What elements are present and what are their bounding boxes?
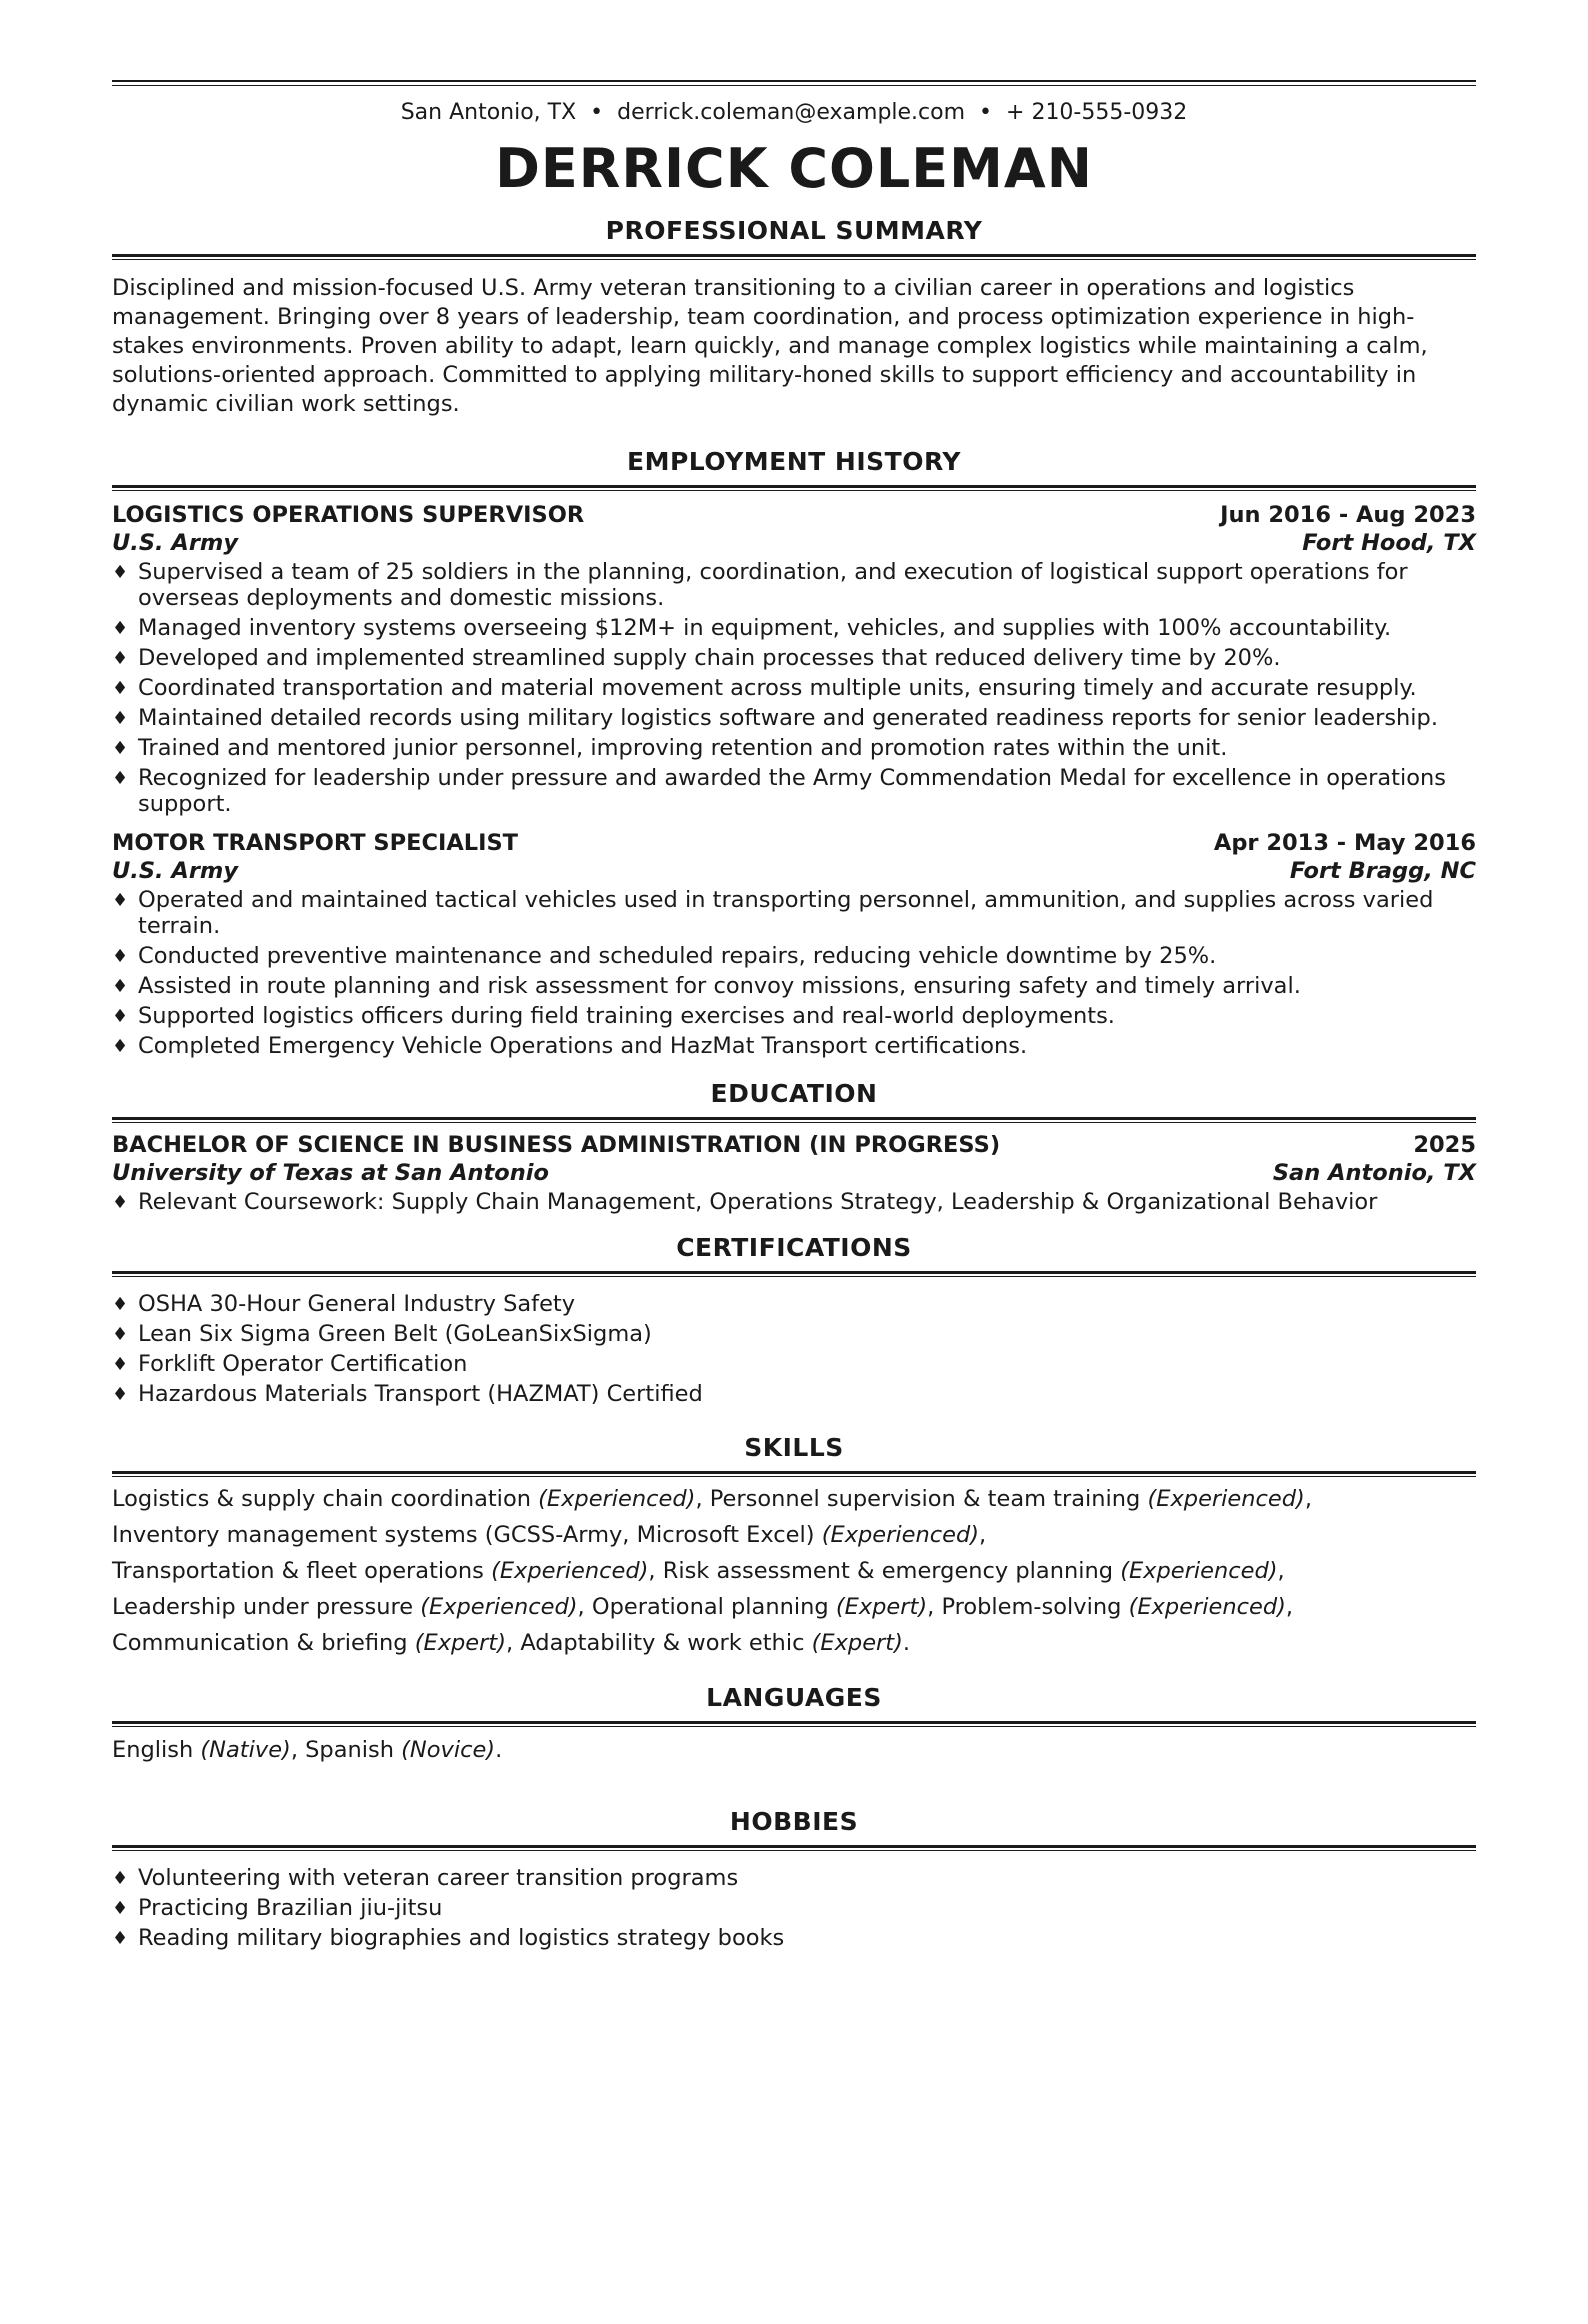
skill-name: Logistics & supply chain coordination (112, 1486, 531, 1512)
education-sub (112, 1159, 1476, 1187)
diamond-bullet-icon: ♦ (112, 738, 129, 759)
list-item-text: Relevant Coursework: Supply Chain Management, Operations Strategy, Leadership & Organizational Behavior (138, 1189, 1378, 1215)
skill-separator: , (577, 1594, 592, 1620)
certifications-list (112, 1291, 1476, 1407)
language-separator: , (290, 1737, 306, 1763)
skill-level: (Experienced) (821, 1522, 980, 1548)
skill-level: (Experienced) (1147, 1486, 1305, 1512)
language-name: Spanish (305, 1737, 394, 1763)
list-item (112, 1291, 1476, 1317)
diamond-bullet-icon: ♦ (112, 1294, 129, 1315)
section-title-summary: PROFESSIONAL SUMMARY (605, 216, 983, 245)
list-item-text: Supported logistics officers during field training exercises and real-world deployments. (138, 1003, 1115, 1029)
employment-section (112, 445, 1476, 1059)
diamond-bullet-icon: ♦ (112, 1324, 129, 1345)
skills-line (112, 1481, 1476, 1517)
jobs-list (112, 501, 1476, 1059)
education-head (112, 1131, 1476, 1159)
skill-separator: . (902, 1630, 911, 1656)
summary-section (112, 214, 1476, 419)
job-dates: Jun 2016 - Aug 2023 (1220, 502, 1476, 528)
section-title-hobbies: HOBBIES (729, 1807, 859, 1836)
list-item (112, 1003, 1476, 1029)
diamond-bullet-icon: ♦ (112, 562, 129, 583)
top-rule (112, 80, 1476, 86)
list-item-text: Volunteering with veteran career transition programs (138, 1865, 739, 1891)
skill-separator: , (695, 1486, 710, 1512)
list-item-text: Forklift Operator Certification (138, 1351, 468, 1377)
skill-name: Operational planning (591, 1594, 829, 1620)
list-item-text: Maintained detailed records using military logistics software and generated readiness reports for senior leadership. (138, 705, 1438, 731)
job-head (112, 501, 1476, 529)
job-entry (112, 829, 1476, 1059)
diamond-bullet-icon: ♦ (112, 976, 129, 997)
diamond-bullet-icon: ♦ (112, 1384, 129, 1405)
skill-level: (Expert) (811, 1630, 903, 1656)
diamond-bullet-icon: ♦ (112, 1192, 129, 1213)
list-item (112, 675, 1476, 701)
diamond-bullet-icon: ♦ (112, 708, 129, 729)
diamond-bullet-icon: ♦ (112, 1006, 129, 1027)
section-title-employment: EMPLOYMENT HISTORY (627, 447, 961, 476)
skills-line (112, 1517, 1476, 1553)
diamond-bullet-icon: ♦ (112, 1354, 129, 1375)
section-title-languages: LANGUAGES (706, 1683, 882, 1712)
diamond-bullet-icon: ♦ (112, 768, 129, 789)
list-item-text: Hazardous Materials Transport (HAZMAT) Certified (138, 1381, 703, 1407)
education-section (112, 1077, 1476, 1215)
list-item (112, 1321, 1476, 1347)
section-rule (112, 485, 1476, 491)
skill-separator: , (979, 1522, 987, 1548)
skills-line (112, 1589, 1476, 1625)
languages-list (112, 1735, 1476, 1765)
section-rule (112, 254, 1476, 260)
list-item-text: Practicing Brazilian jiu-jitsu (138, 1895, 443, 1921)
list-item-text: Assisted in route planning and risk assessment for convoy missions, ensuring safety and timely arrival. (138, 973, 1301, 999)
job-location: Fort Bragg, NC (1289, 858, 1476, 884)
section-title-certifications: CERTIFICATIONS (676, 1233, 912, 1262)
job-head (112, 829, 1476, 857)
list-item (112, 1925, 1476, 1951)
list-item (112, 765, 1476, 817)
resume-page (0, 80, 1588, 2324)
skill-name: Personnel supervision & team training (709, 1486, 1141, 1512)
diamond-bullet-icon: ♦ (112, 678, 129, 699)
skill-name: Leadership under pressure (112, 1594, 414, 1620)
certifications-section (112, 1231, 1476, 1407)
degree-year: 2025 (1413, 1132, 1476, 1158)
list-item (112, 1895, 1476, 1921)
hobbies-list (112, 1865, 1476, 1951)
contact-email[interactable]: derrick.coleman@example.com (617, 100, 966, 125)
job-employer: U.S. Army (112, 530, 239, 556)
job-title: LOGISTICS OPERATIONS SUPERVISOR (112, 502, 585, 528)
diamond-bullet-icon: ♦ (112, 890, 129, 911)
diamond-bullet-icon: ♦ (112, 946, 129, 967)
skill-level: (Expert) (835, 1594, 928, 1620)
section-rule (112, 1845, 1476, 1851)
skill-level: (Expert) (414, 1630, 506, 1656)
school-location: San Antonio, TX (1272, 1160, 1476, 1186)
list-item-text: Operated and maintained tactical vehicles used in transporting personnel, ammunition, and supplies across varied terrain. (138, 887, 1434, 939)
skills-list (112, 1481, 1476, 1661)
diamond-bullet-icon: ♦ (112, 1898, 129, 1919)
skill-level: (Experienced) (1128, 1594, 1286, 1620)
list-item (112, 943, 1476, 969)
skill-name: Communication & briefing (112, 1630, 408, 1656)
education-bullets (112, 1189, 1476, 1215)
job-sub (112, 857, 1476, 885)
job-entry (112, 501, 1476, 817)
diamond-bullet-icon: ♦ (112, 1036, 129, 1057)
school-name: University of Texas at San Antonio (112, 1160, 549, 1186)
list-item-text: Developed and implemented streamlined supply chain processes that reduced delivery time by 20%. (138, 645, 1281, 671)
list-item-text: Coordinated transportation and material movement across multiple units, ensuring timely and accurate resupply. (138, 675, 1417, 701)
list-item-text: Supervised a team of 25 soldiers in the planning, coordination, and execution of logistical support operations for overseas deployments and domestic missions. (138, 559, 1408, 611)
list-item-text: Recognized for leadership under pressure and awarded the Army Commendation Medal for excellence in operations support. (138, 765, 1446, 817)
list-item-text: Lean Six Sigma Green Belt (GoLeanSixSigma) (138, 1321, 652, 1347)
skill-name: Risk assessment & emergency planning (662, 1558, 1114, 1584)
contact-location: San Antonio, TX (400, 100, 577, 125)
contact-separator: • (979, 100, 993, 125)
job-bullets (112, 559, 1476, 817)
section-rule (112, 1117, 1476, 1123)
section-rule (112, 1721, 1476, 1727)
list-item (112, 735, 1476, 761)
list-item (112, 559, 1476, 611)
list-item (112, 973, 1476, 999)
section-rule (112, 1471, 1476, 1477)
skill-level: (Experienced) (491, 1558, 649, 1584)
list-item-text: Completed Emergency Vehicle Operations and HazMat Transport certifications. (138, 1033, 1028, 1059)
candidate-name: DERRICK COLEMAN (495, 137, 1093, 200)
diamond-bullet-icon: ♦ (112, 648, 129, 669)
skill-separator: , (927, 1594, 942, 1620)
list-item (112, 645, 1476, 671)
job-sub (112, 529, 1476, 557)
section-title-education: EDUCATION (710, 1079, 878, 1108)
job-bullets (112, 887, 1476, 1059)
skill-level: (Experienced) (1120, 1558, 1278, 1584)
list-item (112, 1381, 1476, 1407)
skill-separator: , (1304, 1486, 1312, 1512)
language-level: (Native) (200, 1737, 291, 1763)
languages-section (112, 1681, 1476, 1765)
skill-separator: , (1277, 1558, 1285, 1584)
list-item (112, 1865, 1476, 1891)
list-item-text: OSHA 30-Hour General Industry Safety (138, 1291, 576, 1317)
list-item (112, 1351, 1476, 1377)
contact-line (112, 98, 1476, 128)
job-employer: U.S. Army (112, 858, 239, 884)
section-rule (112, 1271, 1476, 1277)
list-item (112, 1189, 1476, 1215)
list-item-text: Trained and mentored junior personnel, improving retention and promotion rates within the unit. (138, 735, 1228, 761)
job-dates: Apr 2013 - May 2016 (1213, 830, 1476, 856)
skill-separator: , (1285, 1594, 1294, 1620)
skills-line (112, 1553, 1476, 1589)
list-item (112, 1033, 1476, 1059)
list-item-text: Conducted preventive maintenance and scheduled repairs, reducing vehicle downtime by 25%. (138, 943, 1217, 969)
hobbies-section (112, 1805, 1476, 1951)
contact-phone[interactable]: + 210-555-0932 (1006, 100, 1188, 125)
list-item-text: Reading military biographies and logistics strategy books (138, 1925, 785, 1951)
skills-line (112, 1625, 1476, 1661)
skill-name: Adaptability & work ethic (520, 1630, 805, 1656)
summary-text: Disciplined and mission-focused U.S. Army veteran transitioning to a civilian career in operations and logistics management. Bringing over 8 years of leadership, team coordination, and process optimization experience in high-stakes environments. Proven ability to adapt, learn quickly, and manage complex logistics while maintaining a calm, solutions-oriented approach. Committed to applying military-honed skills to support efficiency and accountability in dynamic civilian work settings. (112, 275, 1428, 417)
language-name: English (112, 1737, 194, 1763)
skill-name: Transportation & fleet operations (112, 1558, 484, 1584)
job-title: MOTOR TRANSPORT SPECIALIST (112, 830, 519, 856)
diamond-bullet-icon: ♦ (112, 618, 129, 639)
education-entry (112, 1131, 1476, 1215)
degree-title: BACHELOR OF SCIENCE IN BUSINESS ADMINISTRATION (IN PROGRESS) (112, 1132, 1001, 1158)
diamond-bullet-icon: ♦ (112, 1928, 129, 1949)
contact-separator: • (590, 100, 604, 125)
skill-level: (Experienced) (538, 1486, 696, 1512)
skills-section (112, 1431, 1476, 1661)
skill-name: Problem-solving (941, 1594, 1122, 1620)
list-item (112, 615, 1476, 641)
list-item (112, 705, 1476, 731)
skill-separator: , (648, 1558, 663, 1584)
language-level: (Novice) (401, 1737, 496, 1763)
list-item-text: Managed inventory systems overseeing $12M+ in equipment, vehicles, and supplies with 100% accountability. (138, 615, 1392, 641)
skill-level: (Experienced) (420, 1594, 578, 1620)
diamond-bullet-icon: ♦ (112, 1868, 129, 1889)
job-location: Fort Hood, TX (1302, 530, 1476, 556)
skill-separator: , (506, 1630, 521, 1656)
section-title-skills: SKILLS (744, 1433, 844, 1462)
skill-name: Inventory management systems (GCSS-Army, Microsoft Excel) (112, 1522, 815, 1548)
language-separator: . (495, 1737, 503, 1763)
list-item (112, 887, 1476, 939)
